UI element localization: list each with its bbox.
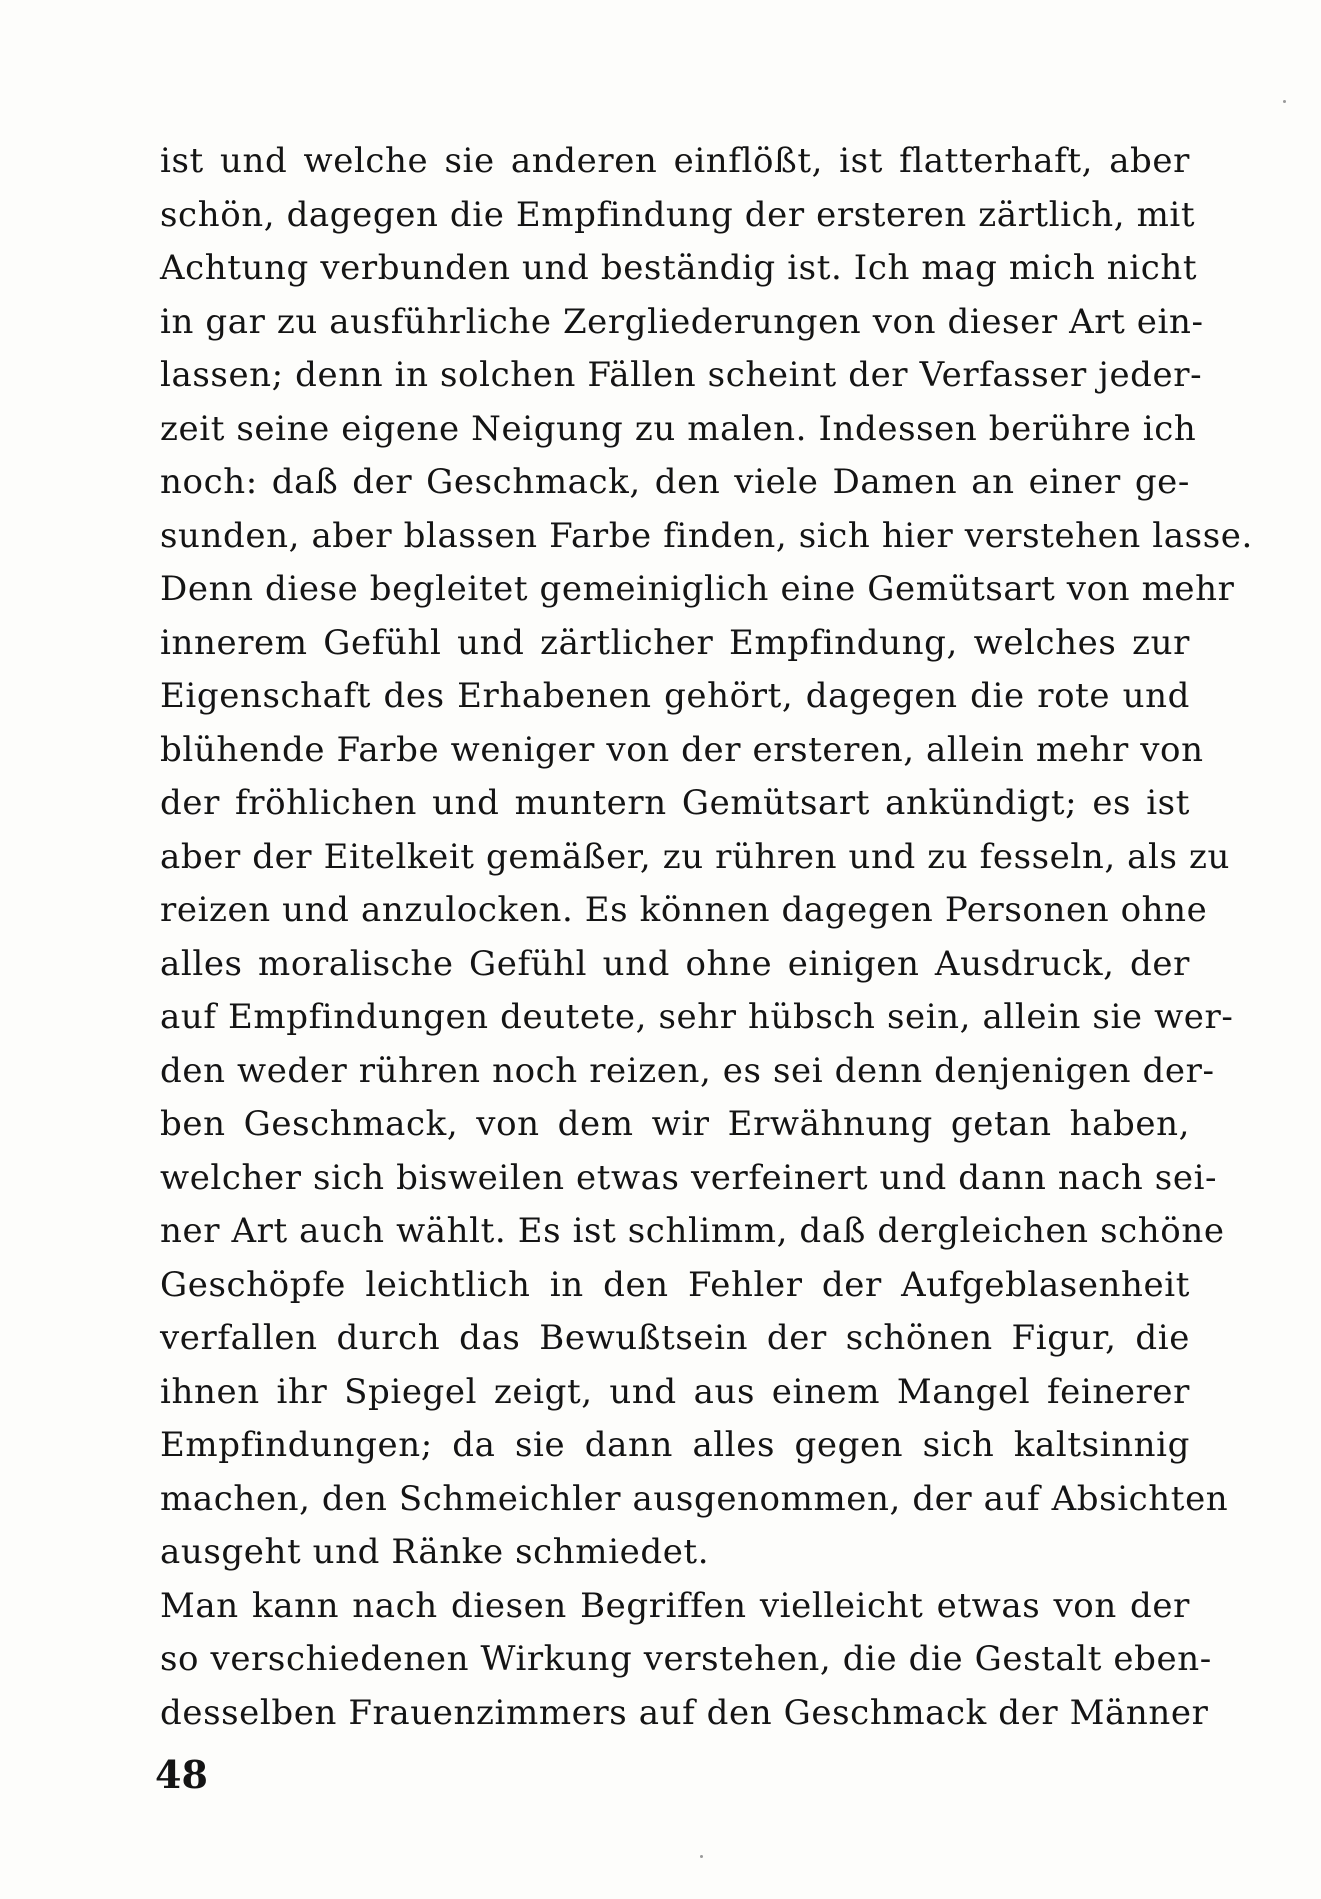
text-line-19: ben Geschmack, von dem wir Erwähnung getan haben, (160, 1104, 1190, 1144)
text-line-21: ner Art auch wählt. Es ist schlimm, daß dergleichen schöne (160, 1211, 1225, 1251)
text-line-13: der fröhlichen und muntern Gemütsart ankündigt; es ist (160, 783, 1190, 823)
text-line-16: alles moralische Gefühl und ohne einigen Ausdruck, der (160, 943, 1190, 984)
text-line-9: Denn diese begleitet gemeiniglich eine Gemütsart von mehr (160, 569, 1235, 609)
text-line-27: ausgeht und Ränke schmiedet. (160, 1532, 710, 1572)
text-line-23: verfallen durch das Bewußtsein der schönen Figur, die (160, 1318, 1190, 1358)
text-line-6: zeit seine eigene Neigung zu malen. Indessen berühre ich (160, 408, 1197, 449)
text-line-29: so verschiedenen Wirkung verstehen, die die Gestalt eben- (160, 1639, 1212, 1679)
text-line-10: innerem Gefühl und zärtlicher Empfindung, welches zur (160, 622, 1190, 663)
text-line-4: in gar zu ausführliche Zergliederungen von dieser Art ein- (160, 301, 1204, 342)
text-line-25: Empfindungen; da sie dann alles gegen sich kaltsinnig (160, 1425, 1190, 1465)
text-line-12: blühende Farbe weniger von der ersteren, allein mehr von (160, 729, 1204, 770)
text-line-2: schön, dagegen die Empfindung der ersteren zärtlich, mit (160, 194, 1196, 235)
paper-speck (1283, 100, 1286, 103)
body-text (160, 135, 1253, 1740)
text-line-24: ihnen ihr Spiegel zeigt, und aus einem Mangel feinerer (160, 1371, 1190, 1412)
text-line-3: Achtung verbunden und beständig ist. Ich mag mich nicht (160, 248, 1198, 288)
text-line-20: welcher sich bisweilen etwas verfeinert und dann nach sei- (160, 1157, 1218, 1198)
text-line-15: reizen und anzulocken. Es können dagegen Personen ohne (160, 890, 1208, 930)
text-line-17: auf Empfindungen deutete, sehr hübsch sein, allein sie wer- (160, 997, 1234, 1037)
text-line-5: lassen; denn in solchen Fällen scheint der Verfasser jeder- (160, 355, 1203, 395)
text-line-26: machen, den Schmeichler ausgenommen, der auf Absichten (160, 1478, 1229, 1519)
text-line-22: Geschöpfe leichtlich in den Fehler der Aufgeblasenheit (160, 1264, 1190, 1305)
text-line-11: Eigenschaft des Erhabenen gehört, dagegen die rote und (160, 676, 1190, 716)
page-number: 48 (155, 1752, 208, 1797)
text-line-18: den weder rühren noch reizen, es sei denn denjenigen der- (160, 1050, 1215, 1091)
text-line-8: sunden, aber blassen Farbe finden, sich hier verstehen lasse. (160, 515, 1253, 556)
text-line-14: aber der Eitelkeit gemäßer, zu rühren und zu fesseln, als zu (160, 836, 1230, 877)
paper-speck (700, 1855, 703, 1858)
text-line-1: ist und welche sie anderen einflößt, ist flatterhaft, aber (160, 141, 1190, 181)
text-line-30: desselben Frauenzimmers auf den Geschmack der Männer (160, 1692, 1209, 1733)
text-line-28: Man kann nach diesen Begriffen vielleicht etwas von der (160, 1585, 1190, 1626)
text-line-7: noch: daß der Geschmack, den viele Damen an einer ge- (160, 462, 1190, 502)
